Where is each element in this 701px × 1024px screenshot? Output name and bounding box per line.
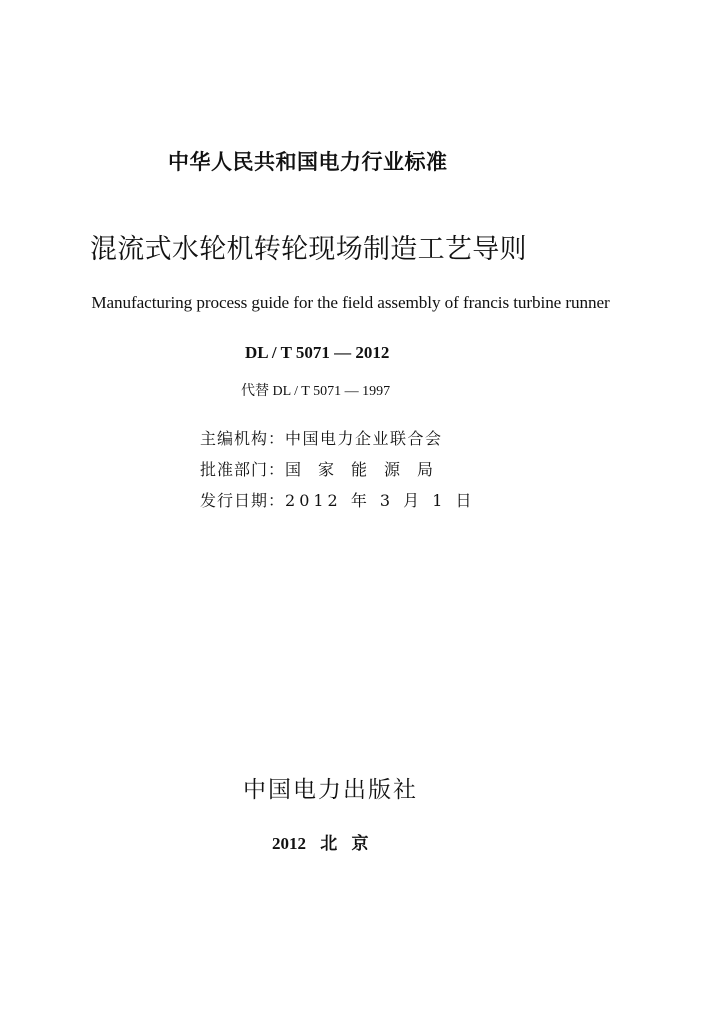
document-title-cn: 混流式水轮机转轮现场制造工艺导则	[90, 234, 527, 265]
standard-type-heading: 中华人民共和国电力行业标准	[168, 150, 448, 174]
approver-label: 批准部门：	[200, 460, 286, 479]
replaces-standard: 代替 DL / T 5071 — 1997	[241, 384, 391, 399]
document-title-en: Manufacturing process guide for the field assembly of francis turbine runner	[91, 293, 610, 312]
approver-row	[200, 457, 450, 480]
standard-number: DL / T 5071 — 2012	[245, 343, 390, 362]
issue-date-value: 2012 年 3 月 1 日	[285, 491, 476, 510]
editor-row	[200, 426, 443, 449]
issue-date-label: 发行日期：	[200, 491, 286, 510]
approver-value: 国家能源局	[285, 460, 451, 479]
editor-value: 中国电力企业联合会	[285, 429, 443, 448]
editor-label: 主编机构：	[200, 429, 286, 448]
publisher-name: 中国电力出版社	[243, 777, 418, 803]
publication-place-year: 2012 北 京	[272, 834, 369, 853]
issue-date-row	[200, 488, 476, 511]
